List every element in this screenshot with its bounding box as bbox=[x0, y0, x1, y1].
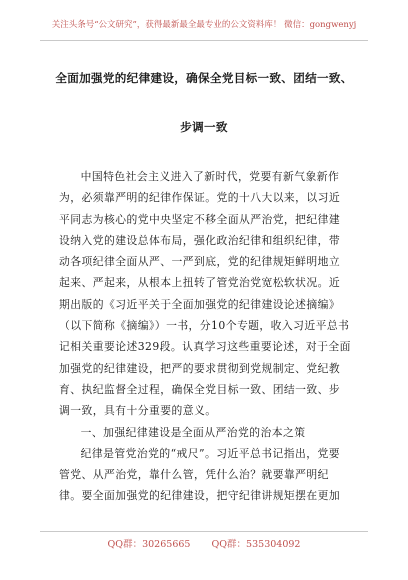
page-header: 关注头条号“公文研究”，获得最新最全最专业的公文资料库！ 微信：gongwenyj bbox=[51, 20, 357, 30]
document-title: 全面加强党的纪律建设，确保全党目标一致、团结一致、 bbox=[55, 71, 353, 85]
header-divider bbox=[40, 40, 368, 41]
document-body bbox=[59, 166, 351, 507]
section-heading: 一、加强纪律建设是全面从严治党的治本之策 bbox=[80, 425, 306, 439]
body-paragraph: 纪律是管党治党的“戒尺”。习近平总书记指出，党要管党、从严治党，靠什么管，凭什么治？就要靠严明纪律。要全面加强党的纪律建设，把守纪律讲规矩摆在更加 bbox=[59, 446, 341, 503]
footer-qq-group-2: QQ群：535304092 bbox=[211, 539, 301, 550]
footer-divider bbox=[40, 531, 368, 532]
footer-qq-group-1: QQ群：30265665 bbox=[107, 539, 191, 550]
document-title-continued: 步调一致 bbox=[180, 120, 228, 134]
page-footer bbox=[0, 536, 408, 550]
body-paragraph: 中国特色社会主义进入了新时代，党要有新气象新作为，必须靠严明的纪律作保证。党的十八大以来，以习近平同志为核心的党中央坚定不移全面从严治党，把纪律建设纳入党的建设总体布局，强化政治纪律和组织纪律，带动各项纪律全面从严、一严到底，党的纪律规矩鲜明地立起来、严起来，从根本上扭转了管党治党宽松软状况。近期出版的《习近平关于全面加强党的纪律建设论述摘编》（以下简称《摘编》）一书，分10个专题，收入习近平总书记相关重要论述329段。认真学习这些重要论述，对于全面加强党的纪律建设，把严的要求贯彻到党规制定、党纪教育、执纪监督全过程，确保全党目标一致、团结一致、步调一致，具有十分重要的意义。 bbox=[59, 170, 351, 418]
